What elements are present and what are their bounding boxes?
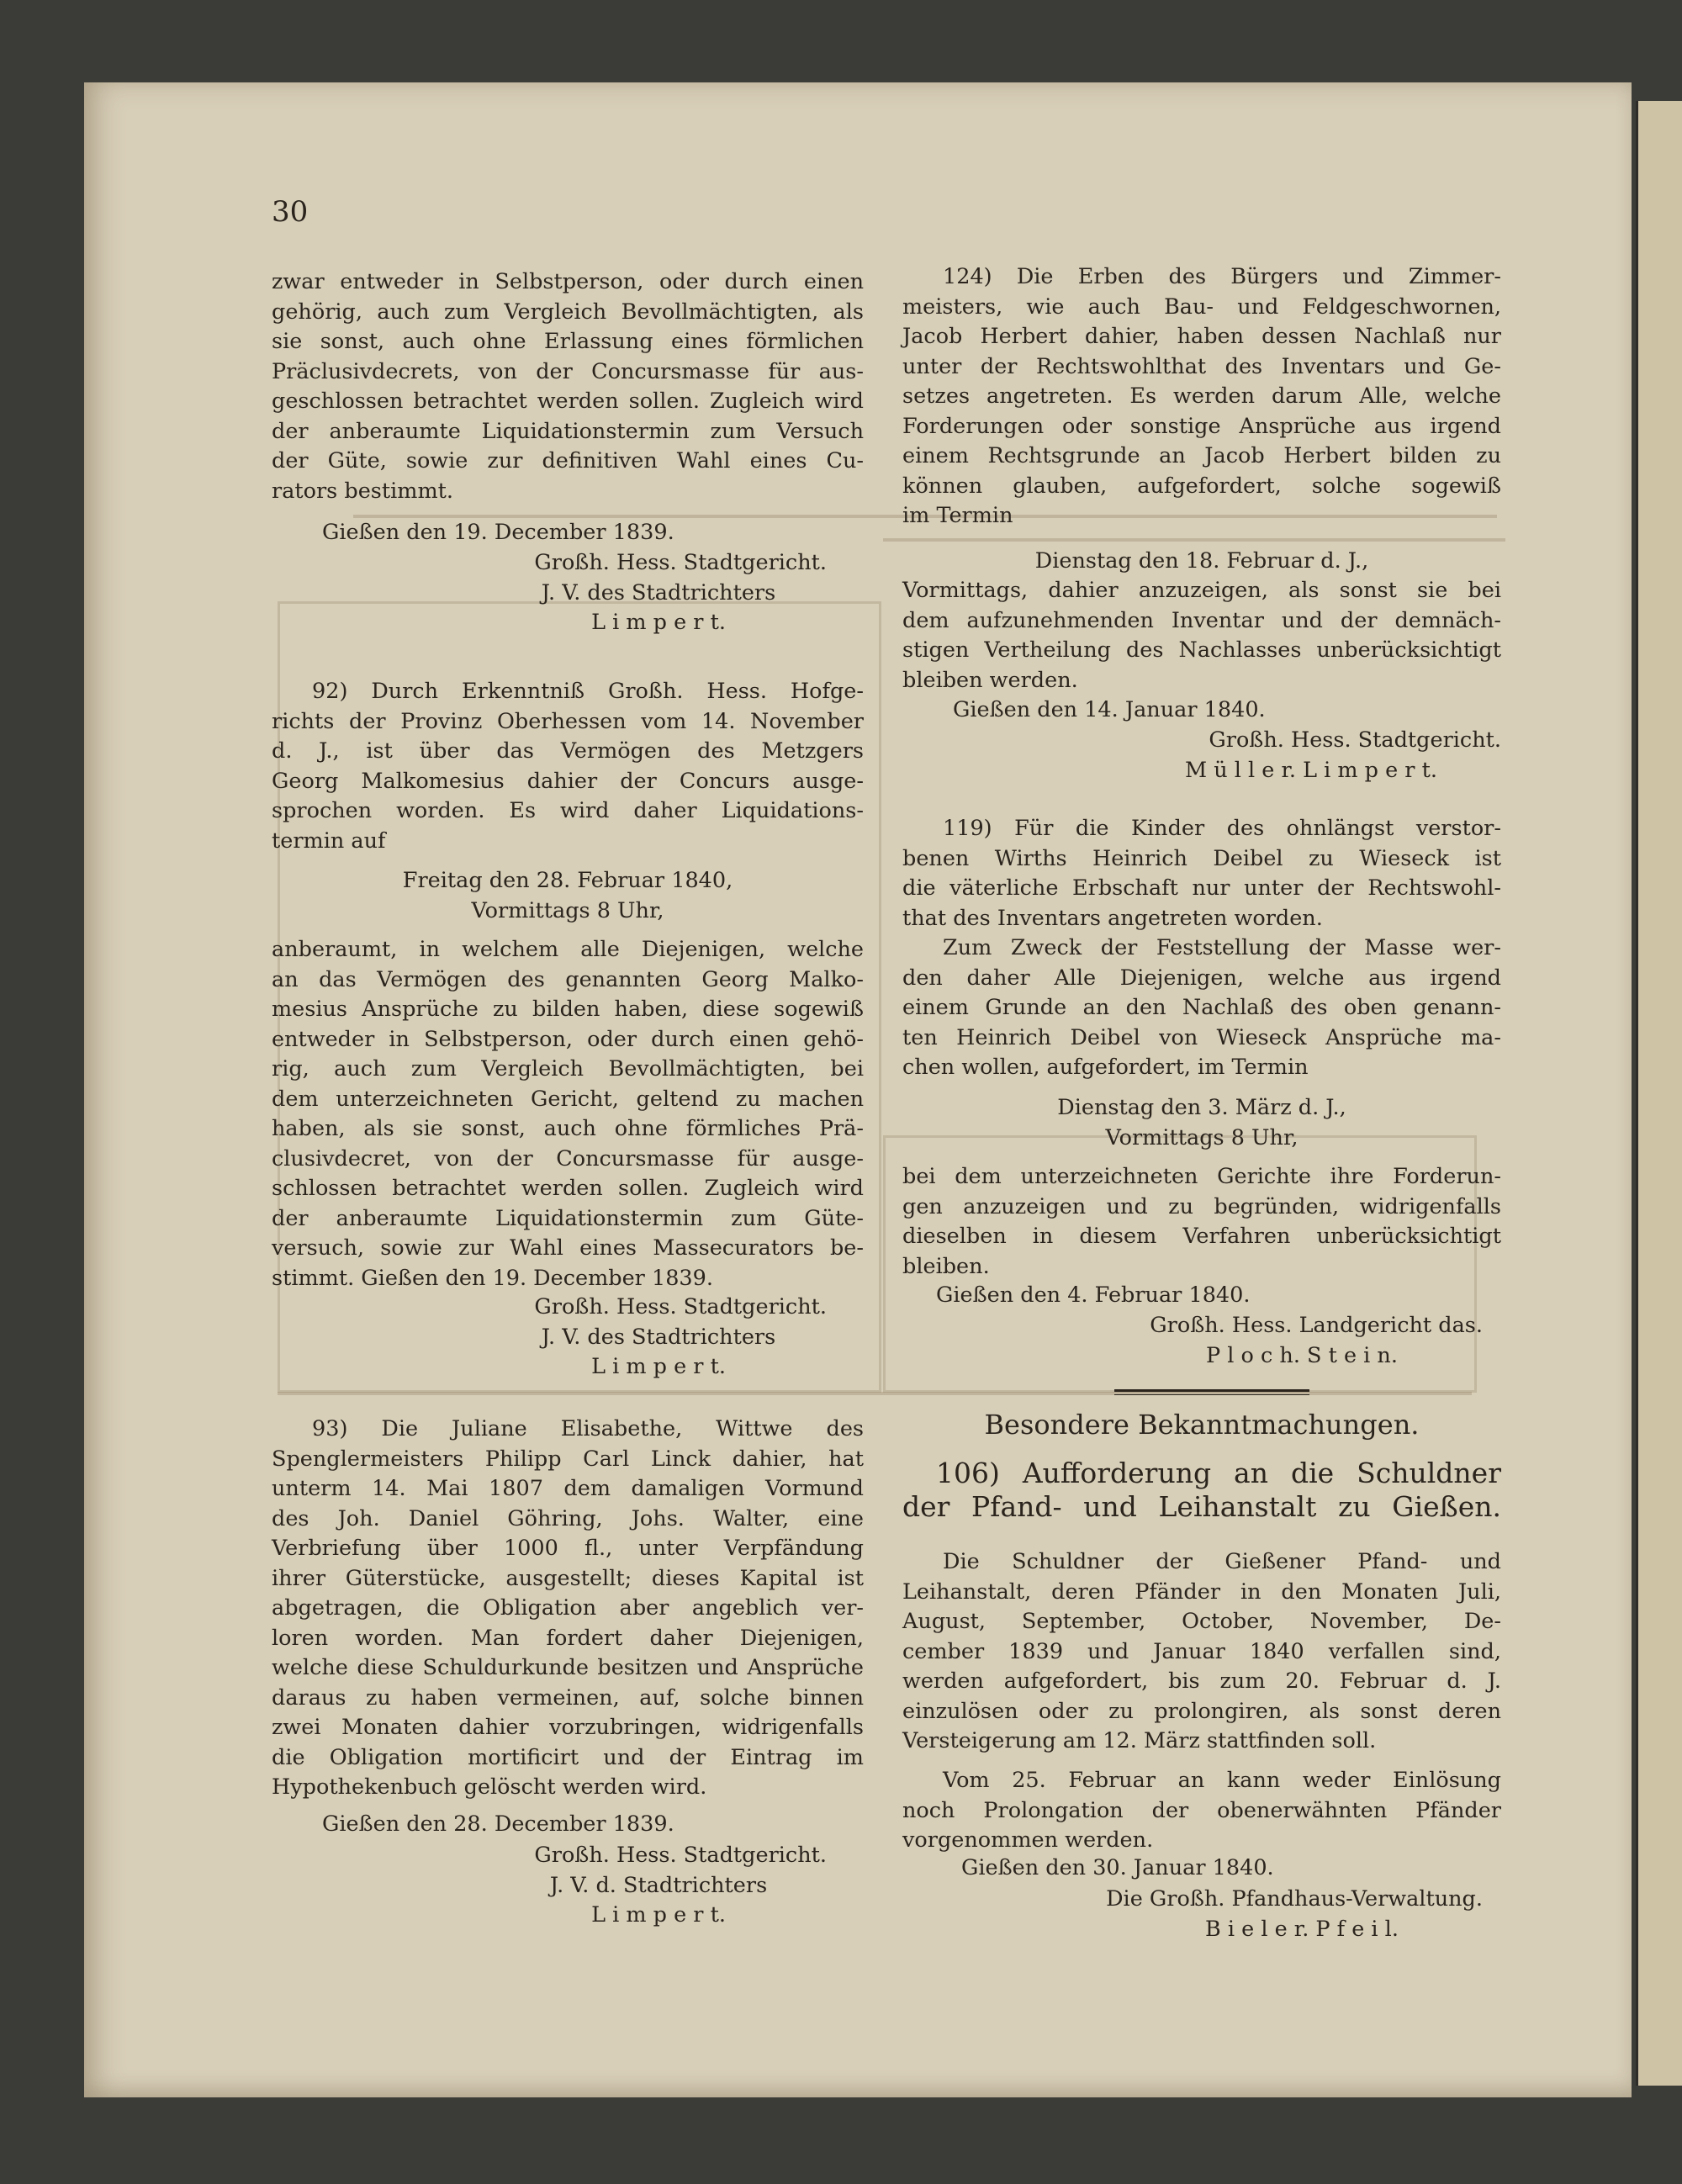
text-line: die väterliche Erbschaft nur unter der Rechtswohl-: [902, 875, 1501, 901]
text-line: versuch, sowie zur Wahl eines Massecurators be-: [272, 1235, 864, 1261]
text-line: Die Schuldner der Gießener Pfand- und: [943, 1549, 1501, 1574]
notice-119-body2: [902, 1162, 1501, 1282]
text-line: welche diese Schuldurkunde besitzen und Ansprüche: [272, 1655, 864, 1680]
signature-line: Großh. Hess. Stadtgericht.: [534, 1294, 827, 1319]
text-line: meisters, wie auch Bau- und Feldgeschwornen,: [902, 293, 1501, 320]
notice-119-body: [902, 933, 1501, 1083]
section-divider: [1114, 1389, 1309, 1395]
text-line: ihrer Güterstücke, ausgestellt; dieses Kapital ist: [272, 1565, 864, 1591]
text-line: richts der Provinz Oberhessen vom 14. November: [272, 708, 864, 734]
text-line: die Obligation mortificirt und der Eintrag im: [272, 1744, 864, 1770]
text-line: rig, auch zum Vergleich Bevollmächtigten, bei: [272, 1056, 864, 1081]
notice-92-signature: [272, 1293, 827, 1383]
text-line: clusivdecret, von der Concursmasse für ausge-: [272, 1145, 864, 1171]
text-line: cember 1839 und Januar 1840 verfallen sind,: [902, 1638, 1501, 1664]
notice-119-term: [902, 1093, 1501, 1153]
notice-92: [272, 677, 864, 856]
notice-93-signature: [272, 1841, 827, 1931]
section-heading: Besondere Bekanntmachungen.: [984, 1409, 1420, 1441]
notice-date: Gießen den 19. December 1839.: [322, 520, 674, 545]
signature-line: Großh. Hess. Stadtgericht.: [534, 550, 827, 575]
text-line: der Pfand- und Leihanstalt zu Gießen.: [902, 1490, 1501, 1523]
signature-line: P l o c h. S t e i n.: [1206, 1342, 1398, 1368]
text-line: Spenglermeisters Philipp Carl Linck dahier, hat: [272, 1446, 864, 1472]
text-line: bleiben werden.: [902, 667, 1078, 693]
text-line: vorgenommen werden.: [902, 1827, 1154, 1853]
text-line: Vormittags 8 Uhr,: [471, 897, 664, 923]
notice-124-date: Gießen den 14. Januar 1840.: [953, 697, 1266, 722]
notice-92-term: [272, 866, 864, 926]
text-line: der anberaumte Liquidationstermin zum Güte-: [272, 1205, 864, 1231]
text-line: bei dem unterzeichneten Gerichte ihre Forderun-: [902, 1164, 1501, 1189]
text-line: dem unterzeichneten Gericht, geltend zu machen: [272, 1086, 864, 1112]
text-line: August, September, October, November, De-: [902, 1609, 1501, 1634]
text-line: 124) Die Erben des Bürgers und Zimmer-: [943, 264, 1501, 289]
text-line: unter der Rechtswohlthat des Inventars und Ge-: [902, 353, 1501, 379]
text-line: dem aufzunehmenden Inventar und der demnäch-: [902, 607, 1501, 633]
text-line: dieselben in diesem Verfahren unberücksichtigt: [902, 1224, 1501, 1249]
text-line: 119) Für die Kinder des ohnlängst verstor-: [943, 816, 1501, 841]
signature-line: B i e l e r. P f e i l.: [1205, 1916, 1399, 1942]
notice-106: [902, 1547, 1501, 1757]
text-line: abgetragen, die Obligation aber angeblich ver-: [272, 1595, 864, 1621]
text-line: Vormittags 8 Uhr,: [1105, 1124, 1299, 1150]
text-line: termin auf: [272, 828, 386, 854]
signature-line: J. V. des Stadtrichters: [541, 1324, 776, 1350]
signature-line: M ü l l e r. L i m p e r t.: [1185, 757, 1437, 783]
text-line: Zum Zweck der Feststellung der Masse wer-: [943, 935, 1501, 960]
notice-124: [902, 262, 1501, 531]
notice-93: [272, 1415, 864, 1803]
text-line: Vormittags, dahier anzuzeigen, als sonst sie bei: [902, 578, 1501, 603]
text-line: zwei Monaten dahier vorzubringen, widrigenfalls: [272, 1715, 864, 1740]
text-line: Leihanstalt, deren Pfänder in den Monaten Juli,: [902, 1579, 1501, 1605]
text-line: Präclusivdecrets, von der Concursmasse für aus-: [272, 358, 864, 384]
text-line: ten Heinrich Deibel von Wieseck Ansprüche ma-: [902, 1024, 1501, 1050]
notice-119-date: Gießen den 4. Februar 1840.: [936, 1282, 1251, 1308]
notice-92-body: [272, 935, 864, 1293]
text-line: des Joh. Daniel Göhring, Johs. Walter, eine: [272, 1505, 864, 1531]
text-line: unterm 14. Mai 1807 dem damaligen Vormund: [272, 1476, 864, 1501]
notice-124-term: Dienstag den 18. Februar d. J.,: [1034, 548, 1369, 574]
signature-line: J. V. des Stadtrichters: [541, 579, 776, 605]
text-line: einzulösen oder zu prolongiren, als sonst deren: [902, 1698, 1501, 1724]
notice-119-signature: [902, 1311, 1483, 1371]
text-line: werden aufgefordert, bis zum 20. Februar d. J.: [902, 1668, 1501, 1694]
text-line: sprochen worden. Es wird daher Liquidations-: [272, 798, 864, 823]
notice-106-signature: [902, 1885, 1483, 1944]
text-line: Dienstag den 3. März d. J.,: [1057, 1095, 1346, 1120]
text-line: im Termin: [902, 503, 1013, 528]
text-line: anberaumt, in welchem alle Diejenigen, welche: [272, 937, 864, 962]
notice-93-date: Gießen den 28. December 1839.: [322, 1811, 674, 1837]
text-line: Vom 25. Februar an kann weder Einlösung: [943, 1768, 1501, 1793]
text-line: mesius Ansprüche zu bilden haben, diese sogewiß: [272, 997, 864, 1022]
text-line: daraus zu haben vermeinen, auf, solche binnen: [272, 1684, 864, 1711]
text-line: der Güte, sowie zur definitiven Wahl eines Cu-: [272, 448, 864, 473]
next-page-edge: [1636, 101, 1682, 2086]
text-line: noch Prolongation der obenerwähnten Pfänder: [902, 1797, 1501, 1823]
text-line: einem Grunde an den Nachlaß des oben genann-: [902, 995, 1501, 1020]
text-line: zwar entweder in Selbstperson, oder durch einen: [272, 269, 864, 294]
text-line: gehörig, auch zum Vergleich Bevollmächtigten, als: [272, 299, 864, 325]
signature-line: Die Großh. Pfandhaus-Verwaltung.: [1106, 1886, 1483, 1912]
signature-line: L i m p e r t.: [591, 610, 726, 635]
notice-119: [902, 814, 1501, 933]
text-line: chen wollen, aufgefordert, im Termin: [902, 1055, 1309, 1080]
text-line: that des Inventars angetreten worden.: [902, 905, 1323, 931]
text-line: Forderungen oder sonstige Ansprüche aus irgend: [902, 413, 1501, 439]
notice-signature: [272, 548, 827, 638]
text-line: an das Vermögen des genannten Georg Malko-: [272, 966, 864, 992]
text-line: Hypothekenbuch gelöscht werden wird.: [272, 1774, 707, 1800]
notice-124-body: [902, 576, 1501, 695]
text-line: Verbriefung über 1000 fl., unter Verpfändung: [272, 1536, 864, 1561]
text-line: Georg Malkomesius dahier der Concurs ausge-: [272, 768, 864, 794]
text-line: gen anzuzeigen und zu begründen, widrigenfalls: [902, 1193, 1501, 1219]
text-line: loren worden. Man fordert daher Diejenigen,: [272, 1625, 864, 1651]
text-line: stimmt. Gießen den 19. December 1839.: [272, 1265, 713, 1291]
text-line: benen Wirths Heinrich Deibel zu Wieseck ist: [902, 845, 1501, 871]
text-line: haben, als sie sonst, auch ohne förmliches Prä-: [272, 1116, 864, 1141]
text-line: Freitag den 28. Februar 1840,: [402, 868, 733, 893]
show-through-rule: [883, 538, 1505, 542]
text-line: 106) Aufforderung an die Schuldner: [936, 1457, 1501, 1489]
text-line: können glauben, aufgefordert, solche sogewiß: [902, 473, 1501, 499]
text-line: Versteigerung am 12. März stattfinden soll.: [902, 1728, 1377, 1753]
text-line: 92) Durch Erkenntniß Großh. Hess. Hofge-: [312, 679, 864, 704]
text-line: der anberaumte Liquidationstermin zum Versuch: [272, 418, 864, 444]
signature-line: Großh. Hess. Stadtgericht.: [1209, 727, 1501, 753]
signature-line: L i m p e r t.: [591, 1354, 726, 1379]
text-line: entweder in Selbstperson, oder durch einen gehö-: [272, 1026, 864, 1052]
notice-106-date: Gießen den 30. Januar 1840.: [961, 1855, 1274, 1880]
page-number: 30: [272, 195, 309, 229]
text-line: geschlossen betrachtet werden sollen. Zugleich wird: [272, 389, 864, 414]
signature-line: Großh. Hess. Landgericht das.: [1150, 1313, 1483, 1338]
signature-line: J. V. d. Stadtrichters: [549, 1872, 768, 1898]
text-line: schlossen betrachtet werden sollen. Zugleich wird: [272, 1176, 864, 1201]
text-line: 93) Die Juliane Elisabethe, Wittwe des: [312, 1416, 864, 1441]
notice-124-signature: [902, 726, 1501, 785]
continued-notice: [272, 267, 864, 506]
text-line: den daher Alle Diejenigen, welche aus irgend: [902, 965, 1501, 991]
text-line: einem Rechtsgrunde an Jacob Herbert bilden zu: [902, 443, 1501, 468]
text-line: rators bestimmt.: [272, 478, 453, 504]
text-line: setzes angetreten. Es werden darum Alle, welche: [902, 383, 1501, 409]
notice-106-title: [902, 1457, 1501, 1524]
text-line: d. J., ist über das Vermögen des Metzgers: [272, 738, 864, 764]
signature-line: Großh. Hess. Stadtgericht.: [534, 1843, 827, 1868]
signature-line: L i m p e r t.: [591, 1902, 726, 1928]
text-line: stigen Vertheilung des Nachlasses unberücksichtigt: [902, 637, 1501, 663]
notice-106-body: [902, 1766, 1501, 1856]
text-line: Jacob Herbert dahier, haben dessen Nachlaß nur: [902, 324, 1501, 349]
text-line: bleiben.: [902, 1253, 990, 1279]
text-line: sie sonst, auch ohne Erlassung eines förmlichen: [272, 329, 864, 354]
